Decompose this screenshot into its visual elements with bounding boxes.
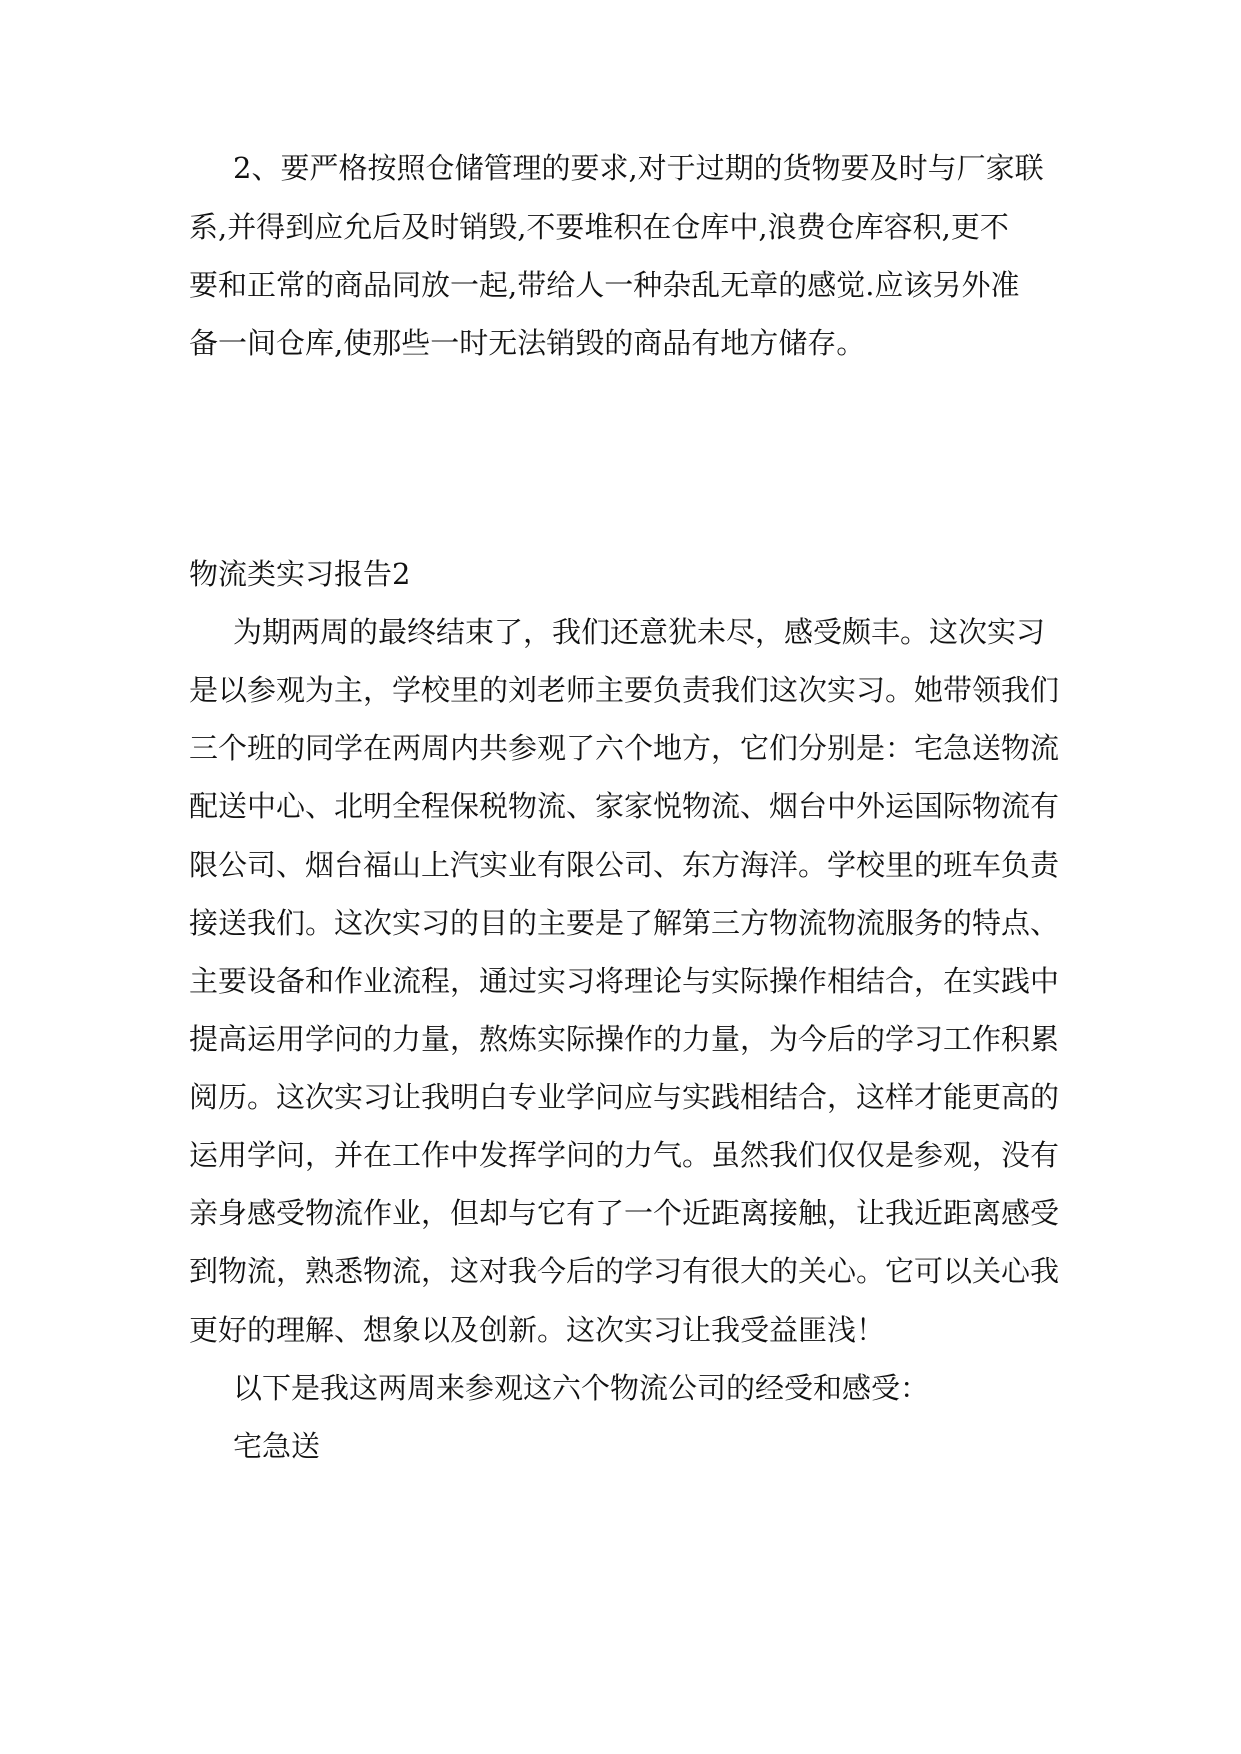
paragraph-2-line-8: 提高运用学问的力量，熬炼实际操作的力量，为今后的学习工作积累 bbox=[189, 1022, 1060, 1056]
paragraph-1-line-1: 2、要严格按照仓储管理的要求,对于过期的货物要及时与厂家联 bbox=[233, 151, 1044, 185]
paragraph-2-line-12: 到物流，熟悉物流，这对我今后的学习有很大的关心。它可以关心我 bbox=[189, 1254, 1060, 1288]
paragraph-2-line-6: 接送我们。这次实习的目的主要是了解第三方物流物流服务的特点、 bbox=[189, 906, 1060, 940]
paragraph-2-line-5: 限公司、烟台福山上汽实业有限公司、东方海洋。学校里的班车负责 bbox=[189, 848, 1060, 882]
paragraph-1-line-4: 备一间仓库,使那些一时无法销毁的商品有地方储存。 bbox=[189, 326, 866, 360]
paragraph-2-line-4: 配送中心、北明全程保税物流、家家悦物流、烟台中外运国际物流有 bbox=[189, 789, 1060, 823]
paragraph-2-line-13: 更好的理解、想象以及创新。这次实习让我受益匪浅！ bbox=[189, 1313, 886, 1347]
paragraph-2-line-11: 亲身感受物流作业，但却与它有了一个近距离接触，让我近距离感受 bbox=[189, 1196, 1060, 1230]
paragraph-1-line-2: 系,并得到应允后及时销毁,不要堆积在仓库中,浪费仓库容积,更不 bbox=[189, 210, 1009, 244]
section-title: 物流类实习报告2 bbox=[189, 557, 411, 591]
paragraph-2-line-2: 是以参观为主，学校里的刘老师主要负责我们这次实习。她带领我们 bbox=[189, 673, 1060, 707]
paragraph-2-line-7: 主要设备和作业流程，通过实习将理论与实际操作相结合，在实践中 bbox=[189, 964, 1060, 998]
paragraph-4: 宅急送 bbox=[233, 1429, 321, 1463]
paragraph-2-line-3: 三个班的同学在两周内共参观了六个地方，它们分别是：宅急送物流 bbox=[189, 731, 1060, 765]
paragraph-3: 以下是我这两周来参观这六个物流公司的经受和感受： bbox=[233, 1371, 930, 1405]
paragraph-2-line-9: 阅历。这次实习让我明白专业学问应与实践相结合，这样才能更高的 bbox=[189, 1080, 1060, 1114]
paragraph-2-line-10: 运用学问，并在工作中发挥学问的力气。虽然我们仅仅是参观，没有 bbox=[189, 1138, 1060, 1172]
paragraph-1-line-3: 要和正常的商品同放一起,带给人一种杂乱无章的感觉.应该另外准 bbox=[189, 268, 1020, 302]
paragraph-2-line-1: 为期两周的最终结束了，我们还意犹未尽，感受颇丰。这次实习 bbox=[233, 615, 1046, 649]
